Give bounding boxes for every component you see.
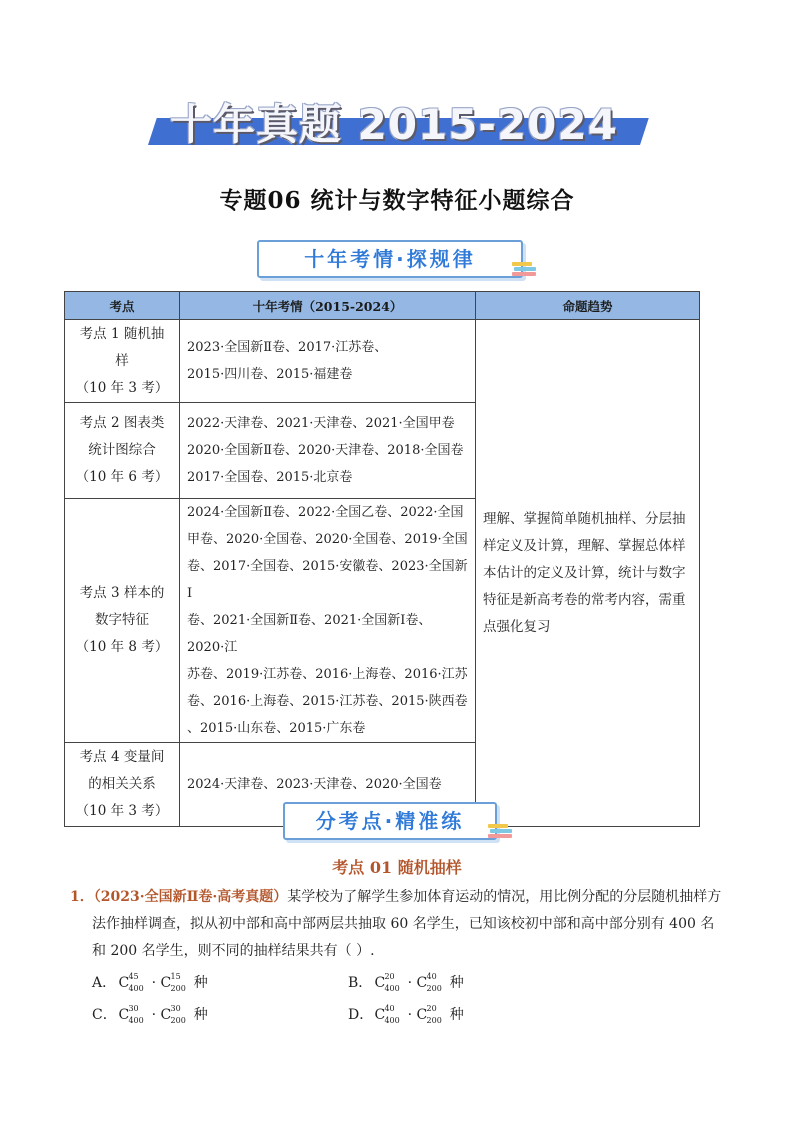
- trend-line: 点强化复习: [483, 618, 551, 635]
- subject-title: 专题06 统计与数字特征小题综合: [219, 187, 575, 214]
- option-b[interactable]: [348, 970, 464, 996]
- comb-sup: 20: [426, 1004, 437, 1013]
- option-letter: A．: [92, 975, 117, 991]
- comb-sub: 200: [426, 1016, 442, 1025]
- trend-line: 特征是新高考卷的常考内容，需重: [483, 591, 686, 608]
- table-row: [65, 320, 700, 403]
- comb-sub: 200: [170, 984, 186, 993]
- dot: ·: [151, 975, 157, 991]
- exam-line: 卷、2017·全国卷、2015·安徽卷、2023·全国新Ⅰ: [187, 559, 468, 601]
- point-line: 的相关关系: [88, 776, 156, 792]
- comb-symbol: C: [374, 975, 386, 991]
- comb-sup: 40: [426, 972, 437, 981]
- exam-line: 、2015·山东卷、2015·广东卷: [187, 721, 366, 736]
- comb-sup: 20: [384, 972, 395, 981]
- exam-line: 2024·天津卷、2023·天津卷、2020·全国卷: [187, 777, 442, 792]
- dot: ·: [407, 975, 413, 991]
- comb-sub: 400: [384, 984, 400, 993]
- point-line: 考点 1 随机抽: [79, 325, 165, 342]
- cell-exams: [180, 499, 476, 743]
- section-label-trends: [257, 240, 523, 278]
- option-a[interactable]: [92, 970, 208, 996]
- header-exams: 十年考情（2015-2024）: [180, 292, 476, 320]
- option-suffix: 种: [449, 1007, 464, 1023]
- comb-sup: 15: [170, 972, 181, 981]
- exam-line: 苏卷、2019·江苏卷、2016·上海卷、2016·江苏: [187, 667, 468, 682]
- cell-exams: [180, 403, 476, 499]
- comb-sub: 400: [128, 1016, 144, 1025]
- point-line: （10 年 6 考）: [75, 469, 169, 485]
- table-header-row: [65, 292, 700, 320]
- point-line: 考点 2 图表类: [79, 415, 165, 431]
- header-trend: 命题趋势: [476, 292, 700, 320]
- trend-line: 本估计的定义及计算，统计与数字: [483, 564, 686, 581]
- comb-sup: 40: [384, 1004, 395, 1013]
- point-line: （10 年 3 考）: [75, 379, 169, 396]
- combination: [374, 1002, 403, 1028]
- banner: [148, 92, 648, 156]
- question-number: 1．: [70, 889, 94, 905]
- exam-line: 2020·全国新Ⅱ卷、2020·天津卷、2018·全国卷: [187, 443, 464, 458]
- point-line: 数字特征: [95, 612, 149, 628]
- comb-sup: 30: [170, 1004, 181, 1013]
- trend-line: 样定义及计算，理解、掌握总体样: [483, 537, 686, 554]
- exam-line: 2022·天津卷、2021·天津卷、2021·全国甲卷: [187, 416, 455, 431]
- option-c[interactable]: [92, 1002, 208, 1028]
- combination: [161, 1002, 190, 1028]
- summary-table: [64, 291, 700, 827]
- combination: [118, 970, 147, 996]
- question: [70, 884, 728, 965]
- combination: [161, 970, 190, 996]
- comb-symbol: C: [160, 1007, 172, 1023]
- option-suffix: 种: [193, 975, 208, 991]
- dot: ·: [151, 1007, 157, 1023]
- exam-line: 2015·四川卷、2015·福建卷: [187, 367, 353, 382]
- comb-symbol: C: [374, 1007, 386, 1023]
- cell-point: [65, 320, 180, 403]
- section-label-text: 分考点·精准练: [315, 809, 465, 833]
- option-suffix: 种: [449, 975, 464, 991]
- combination: [118, 1002, 147, 1028]
- header-point: 考点: [65, 292, 180, 320]
- combination: [374, 970, 403, 996]
- dot: ·: [407, 1007, 413, 1023]
- comb-symbol: C: [416, 975, 428, 991]
- point-line: 考点 3 样本的: [79, 585, 165, 601]
- comb-symbol: C: [118, 975, 130, 991]
- cell-trend: [476, 320, 700, 827]
- comb-symbol: C: [118, 1007, 130, 1023]
- point-line: （10 年 8 考）: [75, 639, 169, 655]
- cell-point: [65, 403, 180, 499]
- comb-symbol: C: [416, 1007, 428, 1023]
- section-label-practice: [283, 802, 497, 840]
- comb-sub: 200: [170, 1016, 186, 1025]
- question-text: 某学校为了解学生参加体育运动的情况，用比例分配的分层随机抽样方法作抽样调查，拟从初中部和高中部两层共抽取 60 名学生，已知该校初中部和高中部分别有 400 名和 200 名学生，则不同的抽样结果共有（ ）.: [92, 889, 722, 959]
- exam-line: 卷、2021·全国新Ⅱ卷、2021·全国新Ⅰ卷、2020·江: [187, 613, 432, 655]
- comb-sup: 45: [128, 972, 139, 981]
- cell-point: [65, 499, 180, 743]
- option-letter: B．: [348, 975, 373, 991]
- combination: [417, 1002, 446, 1028]
- comb-sub: 400: [128, 984, 144, 993]
- cell-point: [65, 743, 180, 827]
- point-line: （10 年 3 考）: [75, 803, 169, 819]
- exam-line: 卷、2016·上海卷、2015·江苏卷、2015·陕西卷: [187, 694, 468, 709]
- point-line: 统计图综合: [88, 442, 156, 458]
- exam-line: 2023·全国新Ⅱ卷、2017·江苏卷、: [187, 340, 388, 355]
- point-title: 考点 01 随机抽样: [332, 858, 462, 877]
- option-letter: C．: [92, 1007, 117, 1023]
- combination: [417, 970, 446, 996]
- comb-sup: 30: [128, 1004, 139, 1013]
- point-line: 样: [115, 352, 129, 369]
- exam-line: 2017·全国卷、2015·北京卷: [187, 470, 353, 485]
- books-icon: [488, 824, 512, 842]
- question-source: （2023·全国新Ⅱ卷·高考真题）: [93, 889, 288, 905]
- comb-sub: 200: [426, 984, 442, 993]
- exam-line: 2024·全国新Ⅱ卷、2022·全国乙卷、2022·全国: [187, 505, 464, 520]
- comb-symbol: C: [160, 975, 172, 991]
- comb-sub: 400: [384, 1016, 400, 1025]
- section-label-text: 十年考情·探规律: [304, 247, 476, 271]
- books-icon: [512, 262, 536, 280]
- cell-exams: [180, 320, 476, 403]
- point-line: 考点 4 变量间: [79, 749, 165, 765]
- option-suffix: 种: [193, 1007, 208, 1023]
- option-d[interactable]: [348, 1002, 464, 1028]
- trend-line: 理解、掌握简单随机抽样、分层抽: [483, 510, 686, 527]
- option-letter: D．: [348, 1007, 374, 1023]
- exam-line: 甲卷、2020·全国卷、2020·全国卷、2019·全国: [187, 532, 468, 547]
- banner-title: 十年真题 2015-2024: [170, 100, 618, 149]
